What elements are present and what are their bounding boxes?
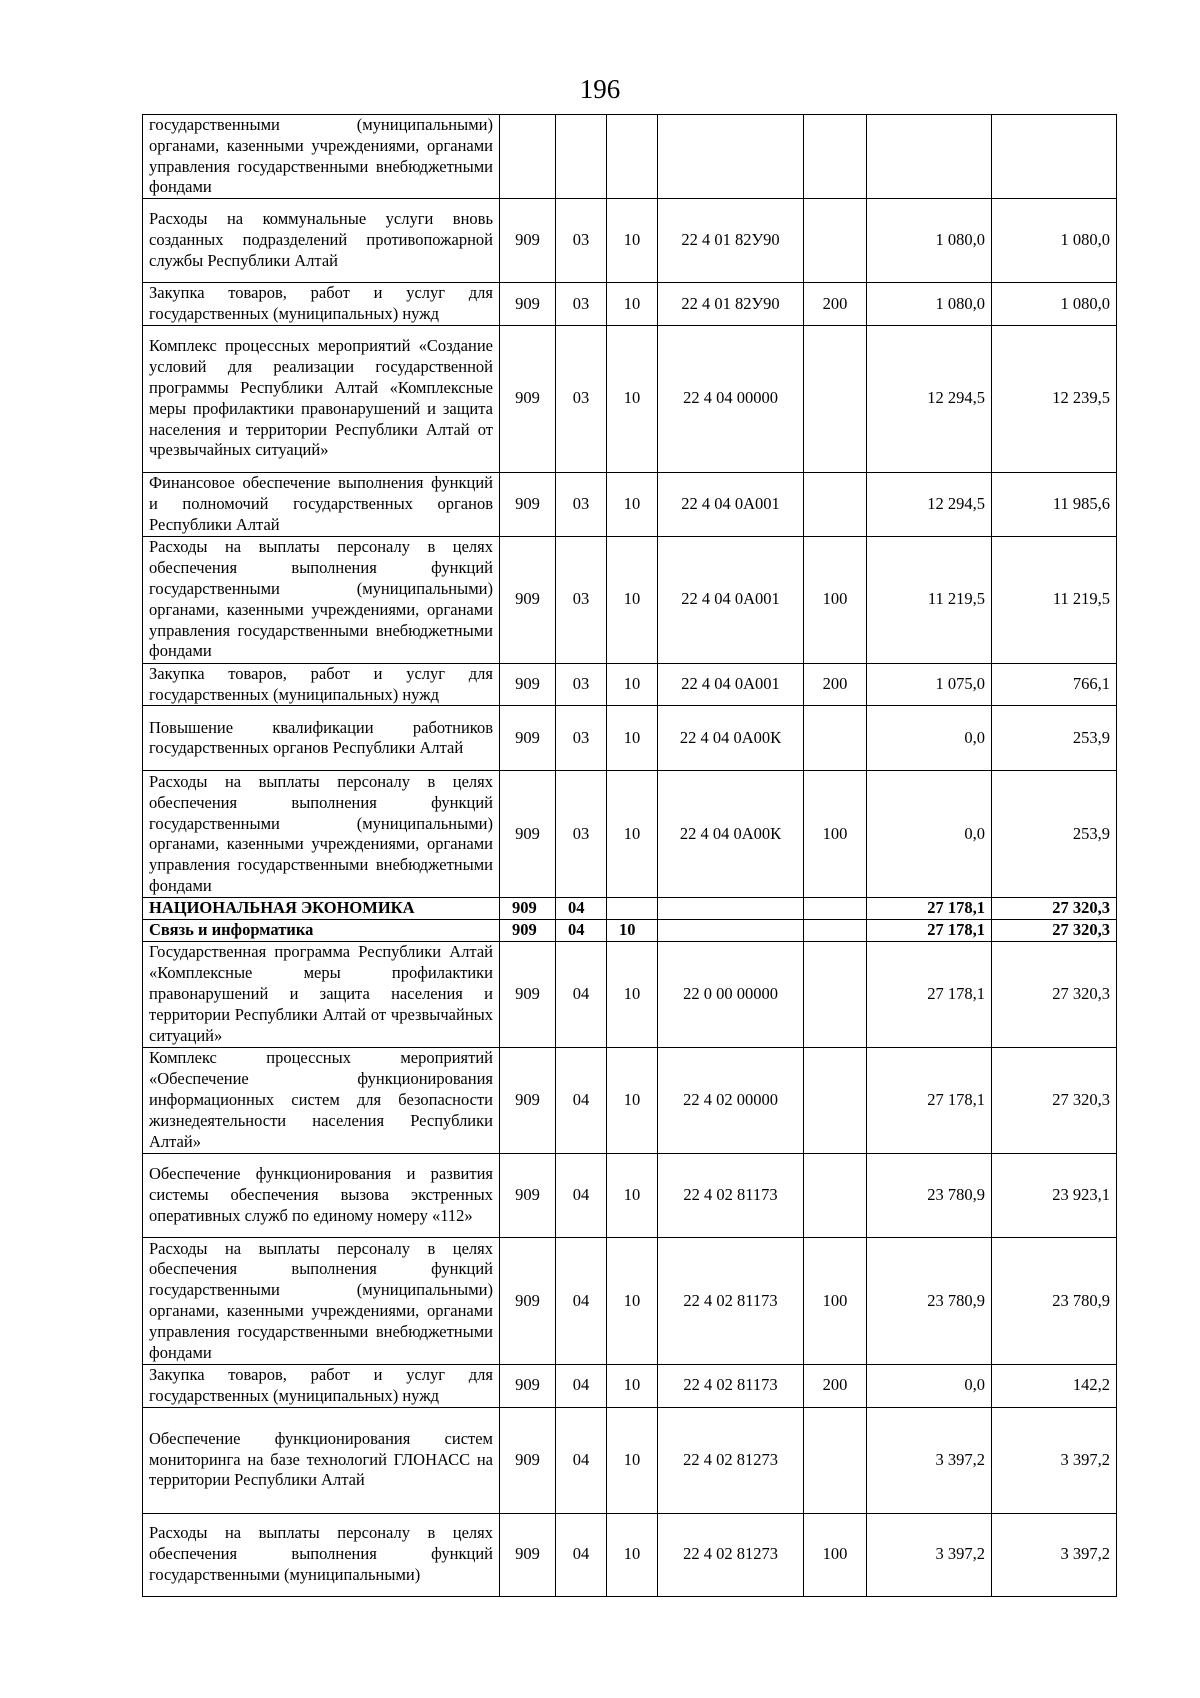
amount-year2-cell: 11 219,5 — [992, 536, 1117, 663]
page-number: 196 — [579, 74, 621, 104]
section-code-cell — [556, 115, 607, 199]
ved-code-cell: 909 — [500, 1513, 556, 1596]
ved-code-cell — [500, 115, 556, 199]
target-article-cell: 22 4 04 0А001 — [658, 536, 804, 663]
amount-year2-cell: 253,9 — [992, 771, 1117, 898]
amount-year1-cell: 1 080,0 — [867, 283, 992, 326]
amount-year2-cell: 27 320,3 — [992, 920, 1117, 942]
expense-type-cell — [804, 199, 867, 283]
section-code-cell: 04 — [556, 1153, 607, 1237]
subsection-code-cell: 10 — [607, 1407, 658, 1513]
table-row — [143, 283, 1117, 326]
amount-year2-cell: 27 320,3 — [992, 1047, 1117, 1153]
budget-table — [142, 114, 1117, 1597]
table-row — [143, 199, 1117, 283]
section-code-cell: 04 — [556, 1047, 607, 1153]
ved-code-cell: 909 — [500, 283, 556, 326]
expense-type-cell — [804, 115, 867, 199]
amount-year2-cell: 11 985,6 — [992, 472, 1117, 536]
section-code-cell: 04 — [556, 920, 607, 942]
amount-year2-cell: 3 397,2 — [992, 1513, 1117, 1596]
table-row — [143, 1407, 1117, 1513]
target-article-cell: 22 4 01 82У90 — [658, 199, 804, 283]
ved-code-cell: 909 — [500, 1047, 556, 1153]
section-code-cell: 03 — [556, 706, 607, 771]
ved-code-cell: 909 — [500, 325, 556, 472]
subsection-code-cell: 10 — [607, 1364, 658, 1407]
table-row — [143, 706, 1117, 771]
item-name-cell: Обеспечение функционирования систем мониторинга на базе технологий ГЛОНАСС на территории Республики Алтай — [143, 1407, 500, 1513]
item-name-cell: НАЦИОНАЛЬНАЯ ЭКОНОМИКА — [143, 898, 500, 920]
amount-year2-cell: 27 320,3 — [992, 941, 1117, 1047]
subsection-code-cell: 10 — [607, 1237, 658, 1364]
expense-type-cell — [804, 1153, 867, 1237]
expense-type-cell: 100 — [804, 771, 867, 898]
subsection-code-cell: 10 — [607, 941, 658, 1047]
ved-code-cell: 909 — [500, 1364, 556, 1407]
expense-type-cell — [804, 920, 867, 942]
target-article-cell: 22 4 02 81173 — [658, 1364, 804, 1407]
target-article-cell: 22 4 04 0А00К — [658, 771, 804, 898]
ved-code-cell: 909 — [500, 920, 556, 942]
table-row — [143, 536, 1117, 663]
table-body — [143, 115, 1117, 1597]
expense-type-cell — [804, 1407, 867, 1513]
ved-code-cell: 909 — [500, 1237, 556, 1364]
amount-year1-cell — [867, 115, 992, 199]
table-row — [143, 115, 1117, 199]
amount-year2-cell: 766,1 — [992, 663, 1117, 706]
expense-type-cell — [804, 325, 867, 472]
expense-type-cell: 100 — [804, 1513, 867, 1596]
ved-code-cell: 909 — [500, 1407, 556, 1513]
section-code-cell: 03 — [556, 199, 607, 283]
amount-year2-cell: 1 080,0 — [992, 199, 1117, 283]
item-name-cell: Расходы на выплаты персоналу в целях обеспечения выполнения функций государственными (муниципальными) органами, казенными учреждениями, органами управления государственными внебюджетными фондами — [143, 1237, 500, 1364]
table-row — [143, 663, 1117, 706]
subsection-code-cell — [607, 898, 658, 920]
subsection-code-cell: 10 — [607, 283, 658, 326]
subsection-code-cell: 10 — [607, 1153, 658, 1237]
section-code-cell: 03 — [556, 536, 607, 663]
expense-type-cell — [804, 1047, 867, 1153]
section-code-cell: 04 — [556, 898, 607, 920]
target-article-cell: 22 4 01 82У90 — [658, 283, 804, 326]
target-article-cell — [658, 115, 804, 199]
item-name-cell: Связь и информатика — [143, 920, 500, 942]
amount-year1-cell: 27 178,1 — [867, 898, 992, 920]
item-name-cell: Государственная программа Республики Алтай «Комплексные меры профилактики правонарушений и защита населения и территории Республики Алтай от чрезвычайных ситуаций» — [143, 941, 500, 1047]
amount-year2-cell: 142,2 — [992, 1364, 1117, 1407]
amount-year1-cell: 1 080,0 — [867, 199, 992, 283]
amount-year1-cell: 0,0 — [867, 1364, 992, 1407]
subsection-code-cell: 10 — [607, 663, 658, 706]
table-row — [143, 1364, 1117, 1407]
amount-year1-cell: 11 219,5 — [867, 536, 992, 663]
target-article-cell: 22 4 02 81273 — [658, 1407, 804, 1513]
amount-year1-cell: 0,0 — [867, 706, 992, 771]
amount-year1-cell: 27 178,1 — [867, 941, 992, 1047]
amount-year1-cell: 12 294,5 — [867, 325, 992, 472]
subsection-code-cell: 10 — [607, 536, 658, 663]
target-article-cell — [658, 898, 804, 920]
ved-code-cell: 909 — [500, 898, 556, 920]
section-code-cell: 03 — [556, 472, 607, 536]
amount-year1-cell: 27 178,1 — [867, 1047, 992, 1153]
section-code-cell: 04 — [556, 941, 607, 1047]
section-code-cell: 03 — [556, 283, 607, 326]
amount-year2-cell — [992, 115, 1117, 199]
target-article-cell: 22 4 04 0А00К — [658, 706, 804, 771]
table-row — [143, 1237, 1117, 1364]
section-code-cell: 03 — [556, 663, 607, 706]
ved-code-cell: 909 — [500, 941, 556, 1047]
target-article-cell: 22 4 04 0А001 — [658, 663, 804, 706]
subsection-code-cell — [607, 115, 658, 199]
expense-type-cell — [804, 941, 867, 1047]
amount-year1-cell: 0,0 — [867, 771, 992, 898]
amount-year2-cell: 27 320,3 — [992, 898, 1117, 920]
amount-year2-cell: 12 239,5 — [992, 325, 1117, 472]
amount-year2-cell: 23 923,1 — [992, 1153, 1117, 1237]
subsection-code-cell: 10 — [607, 920, 658, 942]
subsection-code-cell: 10 — [607, 472, 658, 536]
table-row — [143, 941, 1117, 1047]
ved-code-cell: 909 — [500, 536, 556, 663]
item-name-cell: Обеспечение функционирования и развития системы обеспечения вызова экстренных оперативных служб по единому номеру «112» — [143, 1153, 500, 1237]
amount-year1-cell: 1 075,0 — [867, 663, 992, 706]
expense-type-cell: 200 — [804, 283, 867, 326]
table-row — [143, 325, 1117, 472]
item-name-cell: Комплекс процессных мероприятий «Создание условий для реализации государственной программы Республики Алтай «Комплексные меры профилактики правонарушений и защита населения и территории Республики Алтай от чрезвычайных ситуаций» — [143, 325, 500, 472]
expense-type-cell — [804, 898, 867, 920]
section-code-cell: 04 — [556, 1513, 607, 1596]
item-name-cell: Расходы на выплаты персоналу в целях обеспечения выполнения функций государственными (муниципальными) — [143, 1513, 500, 1596]
amount-year2-cell: 3 397,2 — [992, 1407, 1117, 1513]
expense-type-cell: 100 — [804, 536, 867, 663]
subsection-code-cell: 10 — [607, 1513, 658, 1596]
ved-code-cell: 909 — [500, 1153, 556, 1237]
item-name-cell: Комплекс процессных мероприятий «Обеспечение функционирования информационных систем для безопасности жизнедеятельности населения Республики Алтай» — [143, 1047, 500, 1153]
target-article-cell: 22 4 02 81273 — [658, 1513, 804, 1596]
section-code-cell: 03 — [556, 771, 607, 898]
ved-code-cell: 909 — [500, 199, 556, 283]
item-name-cell: Расходы на выплаты персоналу в целях обеспечения выполнения функций государственными (муниципальными) органами, казенными учреждениями, органами управления государственными внебюджетными фондами — [143, 771, 500, 898]
target-article-cell: 22 4 04 00000 — [658, 325, 804, 472]
ved-code-cell: 909 — [500, 663, 556, 706]
section-code-cell: 03 — [556, 325, 607, 472]
ved-code-cell: 909 — [500, 472, 556, 536]
target-article-cell: 22 4 04 0А001 — [658, 472, 804, 536]
amount-year1-cell: 12 294,5 — [867, 472, 992, 536]
expense-type-cell — [804, 706, 867, 771]
item-name-cell: Финансовое обеспечение выполнения функций и полномочий государственных органов Республики Алтай — [143, 472, 500, 536]
amount-year2-cell: 1 080,0 — [992, 283, 1117, 326]
target-article-cell: 22 4 02 00000 — [658, 1047, 804, 1153]
item-name-cell: Закупка товаров, работ и услуг для государственных (муниципальных) нужд — [143, 1364, 500, 1407]
item-name-cell: государственными (муниципальными) органами, казенными учреждениями, органами управления государственными внебюджетными фондами — [143, 115, 500, 199]
section-code-cell: 04 — [556, 1364, 607, 1407]
table-row — [143, 920, 1117, 942]
expense-type-cell: 200 — [804, 663, 867, 706]
item-name-cell: Закупка товаров, работ и услуг для государственных (муниципальных) нужд — [143, 663, 500, 706]
item-name-cell: Повышение квалификации работников государственных органов Республики Алтай — [143, 706, 500, 771]
expense-type-cell: 200 — [804, 1364, 867, 1407]
section-code-cell: 04 — [556, 1407, 607, 1513]
section-code-cell: 04 — [556, 1237, 607, 1364]
amount-year1-cell: 23 780,9 — [867, 1237, 992, 1364]
target-article-cell: 22 0 00 00000 — [658, 941, 804, 1047]
table-row — [143, 1153, 1117, 1237]
ved-code-cell: 909 — [500, 771, 556, 898]
amount-year1-cell: 27 178,1 — [867, 920, 992, 942]
table-row — [143, 898, 1117, 920]
amount-year1-cell: 3 397,2 — [867, 1513, 992, 1596]
table-row — [143, 771, 1117, 898]
target-article-cell — [658, 920, 804, 942]
ved-code-cell: 909 — [500, 706, 556, 771]
subsection-code-cell: 10 — [607, 325, 658, 472]
amount-year1-cell: 23 780,9 — [867, 1153, 992, 1237]
amount-year2-cell: 253,9 — [992, 706, 1117, 771]
expense-type-cell — [804, 472, 867, 536]
subsection-code-cell: 10 — [607, 1047, 658, 1153]
subsection-code-cell: 10 — [607, 199, 658, 283]
subsection-code-cell: 10 — [607, 706, 658, 771]
item-name-cell: Расходы на выплаты персоналу в целях обеспечения выполнения функций государственными (муниципальными) органами, казенными учреждениями, органами управления государственными внебюджетными фондами — [143, 536, 500, 663]
table-row — [143, 1047, 1117, 1153]
amount-year1-cell: 3 397,2 — [867, 1407, 992, 1513]
table-row — [143, 472, 1117, 536]
item-name-cell: Расходы на коммунальные услуги вновь созданных подразделений противопожарной службы Республики Алтай — [143, 199, 500, 283]
expense-type-cell: 100 — [804, 1237, 867, 1364]
target-article-cell: 22 4 02 81173 — [658, 1237, 804, 1364]
table-row — [143, 1513, 1117, 1596]
item-name-cell: Закупка товаров, работ и услуг для государственных (муниципальных) нужд — [143, 283, 500, 326]
amount-year2-cell: 23 780,9 — [992, 1237, 1117, 1364]
subsection-code-cell: 10 — [607, 771, 658, 898]
target-article-cell: 22 4 02 81173 — [658, 1153, 804, 1237]
